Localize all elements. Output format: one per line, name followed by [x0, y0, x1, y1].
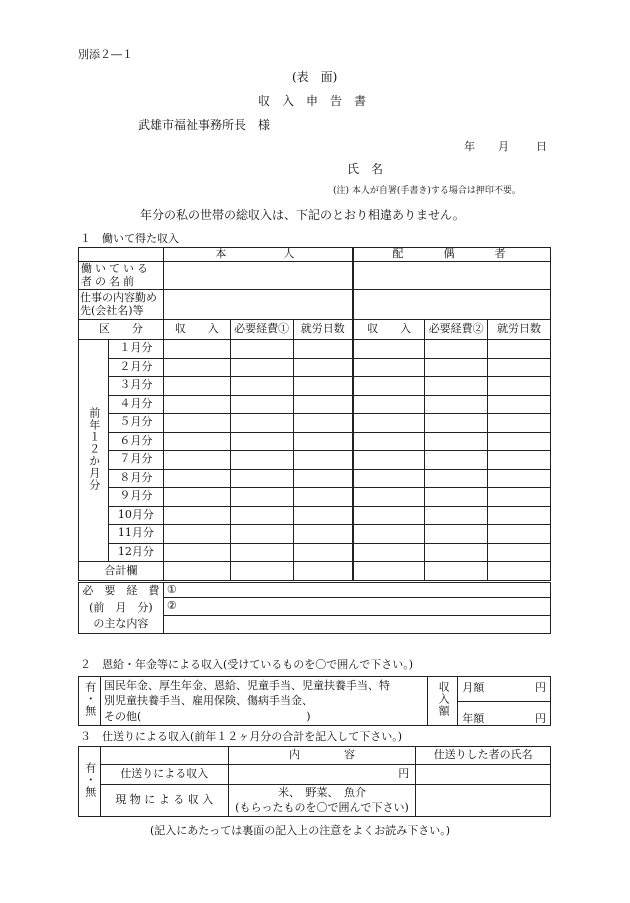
- self-income-cell[interactable]: [163, 451, 230, 470]
- spouse-income-cell[interactable]: [353, 414, 425, 433]
- job-label-line1: 仕事の内容勤め: [80, 290, 157, 304]
- spouse-expense-cell[interactable]: [425, 358, 488, 377]
- month-row: [79, 377, 551, 396]
- spouse-income-cell[interactable]: [353, 543, 425, 562]
- monthly-label: 月額: [462, 681, 485, 695]
- month-row: [79, 432, 551, 451]
- date-year: 年: [464, 140, 475, 153]
- pension-presence[interactable]: [79, 677, 101, 726]
- self-days-cell[interactable]: [293, 377, 353, 396]
- self-expense-cell[interactable]: [230, 377, 293, 396]
- job-label-line2: 先(会社名)等: [80, 303, 144, 317]
- month-row: [79, 506, 551, 525]
- spouse-days-cell[interactable]: [488, 432, 551, 451]
- spouse-income-header: 収 入: [353, 320, 425, 340]
- month-row: [79, 395, 551, 414]
- money-remittance-amount[interactable]: 円: [228, 765, 416, 785]
- spouse-expense-cell[interactable]: [425, 340, 488, 359]
- page-side-label: (表 面): [292, 70, 338, 84]
- remittance-presence-text: 有・無: [83, 761, 97, 798]
- self-expense-cell[interactable]: [230, 340, 293, 359]
- sender-header: 仕送りした者の氏名: [416, 747, 551, 765]
- month-label: ８月分: [108, 469, 163, 488]
- self-expense-cell[interactable]: [230, 488, 293, 507]
- month-label: ９月分: [108, 488, 163, 507]
- page-title: 収 入 申 告 書: [258, 94, 367, 108]
- goods-remittance-label: 現 物 に よ る 収 入: [100, 785, 228, 817]
- spouse-job[interactable]: [353, 290, 551, 320]
- money-sender-name[interactable]: [416, 765, 551, 785]
- pension-types[interactable]: [100, 677, 427, 726]
- self-days-cell[interactable]: [293, 543, 353, 562]
- spouse-income-cell[interactable]: [353, 525, 425, 544]
- spouse-income-total[interactable]: [353, 562, 425, 582]
- spouse-income-cell[interactable]: [353, 340, 425, 359]
- remittance-presence[interactable]: [79, 747, 101, 817]
- section2-heading: ２ 恩給・年金等による収入(受けているものを〇で囲んで下さい。): [80, 658, 414, 671]
- spouse-days-cell[interactable]: [488, 340, 551, 359]
- self-income-header: 収 入: [163, 320, 230, 340]
- money-remittance-label: 仕送りによる収入: [100, 765, 228, 785]
- earned-income-table: [78, 247, 551, 634]
- month-row: [79, 340, 551, 359]
- spouse-days-total[interactable]: [488, 562, 551, 582]
- attachment-number: 別添２―１: [78, 48, 133, 61]
- worker-name-label: 働いている者の名前: [79, 262, 164, 290]
- self-income-cell[interactable]: [163, 358, 230, 377]
- total-label: 合計欄: [79, 562, 164, 582]
- self-expense-cell[interactable]: [230, 414, 293, 433]
- month-label: ５月分: [108, 414, 163, 433]
- self-days-cell[interactable]: [293, 432, 353, 451]
- content-header: 内 容: [228, 747, 416, 765]
- self-income-cell[interactable]: [163, 469, 230, 488]
- self-income-cell[interactable]: [163, 525, 230, 544]
- month-label: 10月分: [108, 506, 163, 525]
- spouse-expense-header: 必要経費②: [425, 320, 488, 340]
- month-row: [79, 543, 551, 562]
- self-income-cell[interactable]: [163, 543, 230, 562]
- spouse-days-cell[interactable]: [488, 543, 551, 562]
- expense-detail-3[interactable]: [163, 616, 550, 634]
- spouse-days-cell[interactable]: [488, 506, 551, 525]
- self-job[interactable]: [163, 290, 353, 320]
- month-row: [79, 414, 551, 433]
- spouse-days-cell[interactable]: [488, 414, 551, 433]
- month-label: ６月分: [108, 432, 163, 451]
- expense-label-line1: 必 要 経 費: [82, 584, 160, 598]
- self-worker-name[interactable]: [163, 262, 353, 290]
- month-row: [79, 469, 551, 488]
- goods-remittance-content[interactable]: [228, 785, 416, 817]
- self-income-cell[interactable]: [163, 432, 230, 451]
- spouse-expense-cell[interactable]: [425, 451, 488, 470]
- self-expense-cell[interactable]: [230, 395, 293, 414]
- section3-heading: ３ 仕送りによる収入(前年１２ヶ月分の合計を記入して下さい。): [80, 730, 403, 743]
- date-day: 日: [536, 140, 547, 153]
- spouse-income-cell[interactable]: [353, 488, 425, 507]
- spouse-days-cell[interactable]: [488, 395, 551, 414]
- expense-detail-1[interactable]: ①: [163, 582, 550, 598]
- addressee: 武雄市福祉事務所長 様: [138, 118, 271, 132]
- category-header: 区 分: [79, 320, 164, 340]
- month-row: [79, 451, 551, 470]
- expense-detail-2[interactable]: ②: [163, 598, 550, 616]
- pension-table: [78, 676, 551, 726]
- spouse-expense-cell[interactable]: [425, 543, 488, 562]
- month-label: 11月分: [108, 525, 163, 544]
- header-blank: [79, 248, 164, 262]
- self-expense-header: 必要経費①: [230, 320, 293, 340]
- monthly-amount[interactable]: [458, 677, 551, 702]
- spouse-days-cell[interactable]: [488, 377, 551, 396]
- pension-presence-text: 有・無: [83, 681, 97, 718]
- spouse-income-cell[interactable]: [353, 506, 425, 525]
- spouse-days-header: 就労日数: [488, 320, 551, 340]
- spouse-expense-cell[interactable]: [425, 488, 488, 507]
- self-income-cell[interactable]: [163, 488, 230, 507]
- spouse-days-cell[interactable]: [488, 451, 551, 470]
- self-income-cell[interactable]: [163, 377, 230, 396]
- spouse-income-cell[interactable]: [353, 358, 425, 377]
- self-income-cell[interactable]: [163, 414, 230, 433]
- month-row: [79, 488, 551, 507]
- spouse-income-cell[interactable]: [353, 451, 425, 470]
- self-days-cell[interactable]: [293, 469, 353, 488]
- self-income-cell[interactable]: [163, 340, 230, 359]
- spouse-expense-cell[interactable]: [425, 469, 488, 488]
- expense-label-line2: (前 月 分): [89, 600, 153, 614]
- goods-line1: 米、 野菜、 魚介: [277, 785, 366, 799]
- spouse-expense-cell[interactable]: [425, 506, 488, 525]
- spouse-income-cell[interactable]: [353, 469, 425, 488]
- expense-label-line3: の主な内容: [93, 617, 149, 631]
- self-days-cell[interactable]: [293, 414, 353, 433]
- month-label: 12月分: [108, 543, 163, 562]
- self-expense-cell[interactable]: [230, 451, 293, 470]
- month-label: １月分: [108, 340, 163, 359]
- spouse-worker-name[interactable]: [353, 262, 551, 290]
- self-days-cell[interactable]: [293, 488, 353, 507]
- self-days-header: 就労日数: [293, 320, 353, 340]
- self-days-cell[interactable]: [293, 525, 353, 544]
- self-days-cell[interactable]: [293, 358, 353, 377]
- month-row: [79, 358, 551, 377]
- spouse-income-cell[interactable]: [353, 377, 425, 396]
- spouse-expense-cell[interactable]: [425, 525, 488, 544]
- spouse-days-cell[interactable]: [488, 358, 551, 377]
- footer-note: (記入にあたっては裏面の記入上の注意をよくお読み下さい。): [150, 824, 451, 837]
- yearly-amount[interactable]: [458, 701, 551, 726]
- remittance-table: [78, 746, 551, 817]
- yearly-label: 年額: [462, 711, 485, 725]
- spouse-expense-cell[interactable]: [425, 377, 488, 396]
- spouse-header: 配 偶 者: [353, 248, 551, 262]
- self-income-total[interactable]: [163, 562, 230, 582]
- self-income-cell[interactable]: [163, 395, 230, 414]
- spouse-income-cell[interactable]: [353, 395, 425, 414]
- name-label: 氏 名: [347, 162, 384, 176]
- spouse-income-cell[interactable]: [353, 432, 425, 451]
- yearly-yen: 円: [535, 711, 546, 725]
- self-expense-cell[interactable]: [230, 432, 293, 451]
- self-expense-cell[interactable]: [230, 469, 293, 488]
- months-group-text: 前年１２か月分: [87, 406, 101, 491]
- self-days-cell[interactable]: [293, 340, 353, 359]
- self-expense-cell[interactable]: [230, 543, 293, 562]
- spouse-days-cell[interactable]: [488, 488, 551, 507]
- self-expense-cell[interactable]: [230, 506, 293, 525]
- month-row: [79, 525, 551, 544]
- pension-amount-text: 収入額: [437, 681, 451, 718]
- pension-amount-label: [428, 677, 458, 726]
- spouse-expense-total[interactable]: [425, 562, 488, 582]
- declaration-text: 年分の私の世帯の総収入は、下記のとおり相違ありません。: [140, 208, 465, 222]
- monthly-yen: 円: [535, 681, 546, 695]
- spouse-days-cell[interactable]: [488, 469, 551, 488]
- month-label: ４月分: [108, 395, 163, 414]
- expense-detail-label: [79, 582, 164, 634]
- spouse-expense-cell[interactable]: [425, 395, 488, 414]
- month-label: ３月分: [108, 377, 163, 396]
- section1-heading: １ 働いて得た収入: [80, 232, 179, 245]
- self-days-total[interactable]: [293, 562, 353, 582]
- pension-types-line1: 国民年金、厚生年金、恩給、児童手当、児童扶養手当、特: [103, 679, 390, 692]
- spouse-expense-cell[interactable]: [425, 414, 488, 433]
- self-expense-cell[interactable]: [230, 525, 293, 544]
- self-days-cell[interactable]: [293, 395, 353, 414]
- months-group-label: [79, 340, 109, 562]
- goods-line2: (もらったものを〇で囲んで下さい): [235, 800, 409, 814]
- month-label: ７月分: [108, 451, 163, 470]
- month-label: ２月分: [108, 358, 163, 377]
- self-days-cell[interactable]: [293, 506, 353, 525]
- spouse-expense-cell[interactable]: [425, 432, 488, 451]
- goods-sender-name[interactable]: [416, 785, 551, 817]
- spouse-days-cell[interactable]: [488, 525, 551, 544]
- job-label: [79, 290, 164, 320]
- pension-types-line2: 別児童扶養手当、雇用保険、傷病手当金、: [103, 694, 313, 708]
- self-expense-total[interactable]: [230, 562, 293, 582]
- self-income-cell[interactable]: [163, 506, 230, 525]
- date-month: 月: [498, 140, 509, 153]
- remittance-header-blank: [100, 747, 228, 765]
- self-expense-cell[interactable]: [230, 358, 293, 377]
- self-days-cell[interactable]: [293, 451, 353, 470]
- seal-note: (注) 本人が自署(手書き)する場合は押印不要。: [333, 186, 521, 196]
- pension-types-line3: その他( ): [103, 709, 311, 723]
- self-header: 本 人: [163, 248, 353, 262]
